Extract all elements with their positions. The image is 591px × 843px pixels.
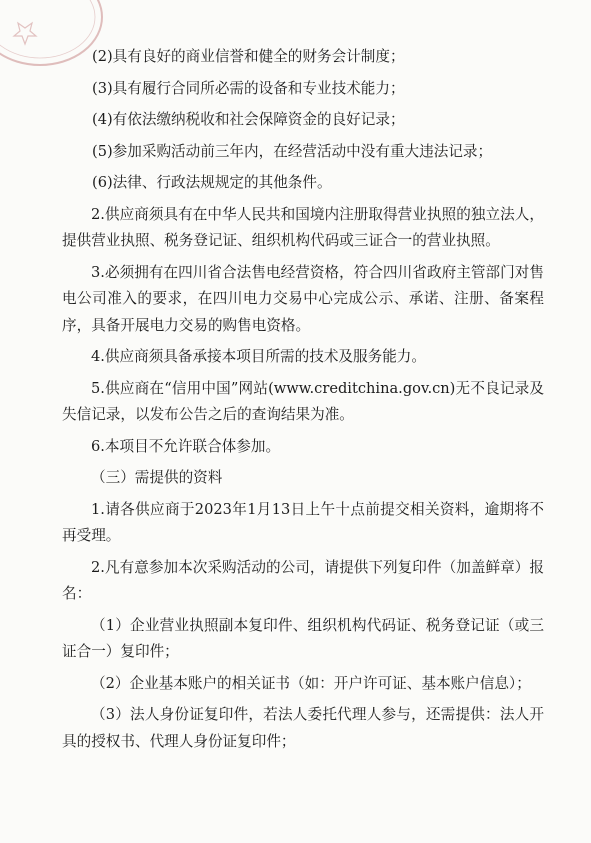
materials-item-2: 2.凡有意参加本次采购活动的公司，请提供下列复印件（加盖鲜章）报名： — [62, 558, 544, 602]
clause-6: (6)法律、行政法规规定的其他条件。 — [92, 174, 332, 191]
materials-subitem-1: （1）企业营业执照副本复印件、组织机构代码证、税务登记证（或三证合一）复印件； — [62, 616, 544, 660]
materials-item-1: 1.请各供应商于2023年1月13日上午十点前提交相关资料，逾期将不再受理。 — [62, 500, 544, 544]
document-page — [62, 44, 544, 760]
clause-2: (2)具有良好的商业信誉和健全的财务会计制度； — [92, 48, 405, 65]
requirement-2: 2.供应商须具有在中华人民共和国境内注册取得营业执照的独立法人，提供营业执照、税务登记证、组织机构代码或三证合一的营业执照。 — [62, 205, 544, 249]
requirement-5: 5.供应商在“信用中国”网站(www.creditchina.gov.cn)无不良记录及失信记录，以发布公告之后的查询结果为准。 — [62, 379, 544, 423]
requirement-6: 6.本项目不允许联合体参加。 — [91, 437, 281, 455]
clause-5: (5)参加采购活动前三年内，在经营活动中没有重大违法记录； — [92, 142, 493, 160]
requirement-4: 4.供应商须具备承接本项目所需的技术及服务能力。 — [91, 348, 426, 365]
clause-3: (3)具有履行合同所必需的设备和专业技术能力； — [92, 79, 405, 97]
materials-subitem-2: （2）企业基本账户的相关证书（如：开户许可证、基本账户信息）； — [91, 674, 531, 692]
requirement-3: 3.必须拥有在四川省合法售电经营资格，符合四川省政府主管部门对售电公司准入的要求，在四川电力交易中心完成公示、承诺、注册、备案程序，具备开展电力交易的购售电资格。 — [62, 263, 544, 334]
clause-4: (4)有依法缴纳税收和社会保障资金的良好记录； — [92, 111, 405, 128]
section-heading-materials: （三）需提供的资料 — [91, 469, 223, 486]
materials-subitem-3: （3）法人身份证复印件，若法人委托代理人参与，还需提供：法人开具的授权书、代理人身份证复印件； — [62, 706, 544, 750]
